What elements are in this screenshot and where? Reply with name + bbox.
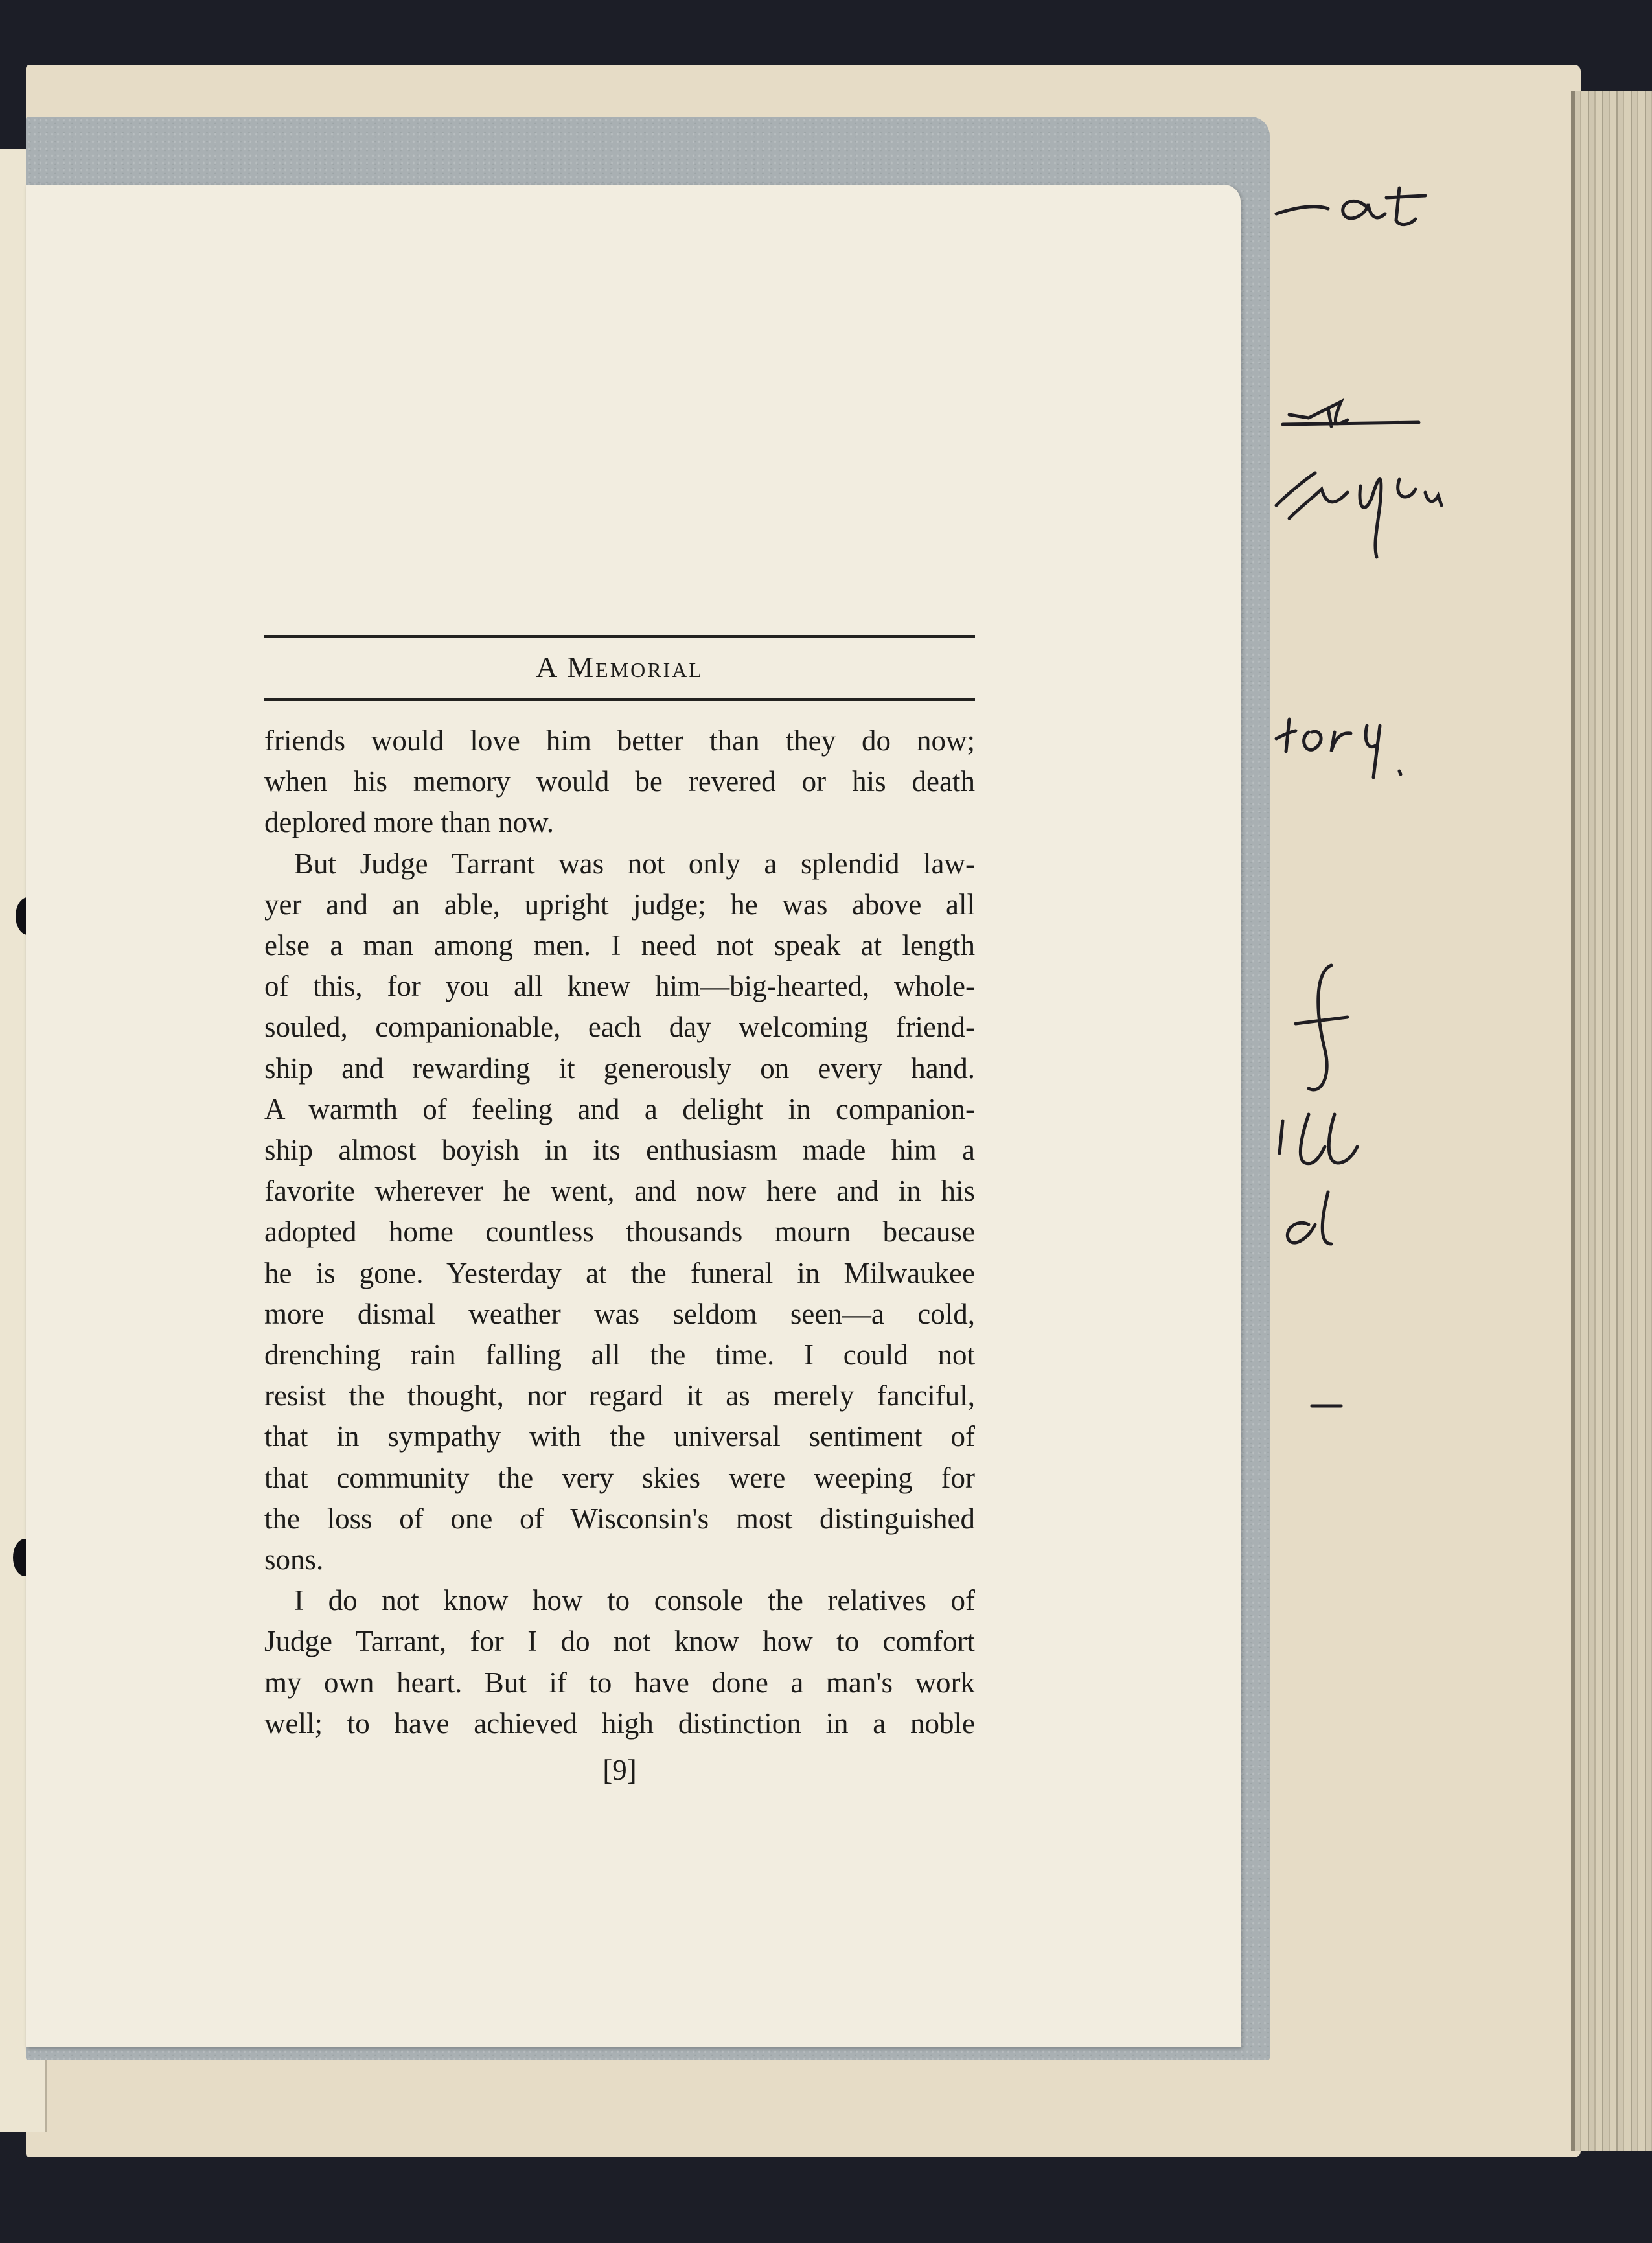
- running-head-text: A Memorial: [536, 650, 704, 684]
- text-line: favorite wherever he went, and now here and in his: [264, 1175, 975, 1208]
- text-line: yer and an able, upright judge; he was above all: [264, 888, 975, 921]
- handwriting-kuper: [1276, 473, 1441, 557]
- text-line: that in sympathy with the universal sentiment of: [264, 1420, 975, 1453]
- text-line: else a man among men. I need not speak at length: [264, 929, 975, 962]
- paragraph: [264, 1580, 975, 1744]
- paragraph: [264, 720, 975, 844]
- text-line: sons.: [264, 1543, 324, 1576]
- text-line: well; to have achieved high distinction in a noble: [264, 1707, 975, 1740]
- header-rule-top: [264, 635, 975, 638]
- text-line: deplored more than now.: [264, 806, 554, 839]
- handwriting-ill: [1279, 1114, 1357, 1164]
- book-page-edges: [1571, 91, 1652, 2151]
- text-line: But Judge Tarrant was not only a splendid law-: [294, 847, 975, 880]
- handwriting-at: [1276, 188, 1425, 225]
- text-line: of this, for you all knew him—big-hearted, whole-: [264, 970, 975, 1003]
- text-line: more dismal weather was seldom seen—a cold,: [264, 1297, 975, 1330]
- text-line: my own heart. But if to have done a man's work: [264, 1666, 975, 1699]
- text-line: that community the very skies were weeping for: [264, 1461, 975, 1494]
- handwriting-tory: [1276, 719, 1401, 777]
- printed-leaf: [26, 185, 1241, 2047]
- handwriting-f: [1296, 965, 1348, 1090]
- text-line: when his memory would be revered or his death: [264, 765, 975, 798]
- text-line: the loss of one of Wisconsin's most distinguished: [264, 1502, 975, 1535]
- text-line: I do not know how to console the relatives of: [294, 1584, 975, 1617]
- body-text: [264, 720, 975, 1744]
- text-line: friends would love him better than they do now;: [264, 724, 975, 757]
- text-line: ship almost boyish in its enthusiasm made him a: [264, 1134, 975, 1167]
- header-rule-bottom: [264, 698, 975, 701]
- text-line: resist the thought, nor regard it as merely fanciful,: [264, 1379, 975, 1412]
- running-head: [264, 649, 975, 685]
- page-number: [9]: [602, 1754, 637, 1787]
- text-line: A warmth of feeling and a delight in companion-: [264, 1092, 975, 1125]
- text-line: he is gone. Yesterday at the funeral in Milwaukee: [264, 1256, 975, 1289]
- text-line: Judge Tarrant, for I do not know how to comfort: [264, 1625, 975, 1658]
- text-line: souled, companionable, each day welcoming friend-: [264, 1011, 975, 1044]
- text-line: ship and rewarding it generously on every hand.: [264, 1052, 975, 1085]
- paragraph: [264, 844, 975, 1581]
- margin-handwriting: [1270, 168, 1568, 1464]
- page-content: [264, 635, 975, 1789]
- handwriting-d: [1287, 1192, 1331, 1244]
- text-line: drenching rain falling all the time. I could not: [264, 1339, 975, 1372]
- text-line: adopted home countless thousands mourn because: [264, 1215, 975, 1248]
- handwriting-struck: [1283, 402, 1419, 426]
